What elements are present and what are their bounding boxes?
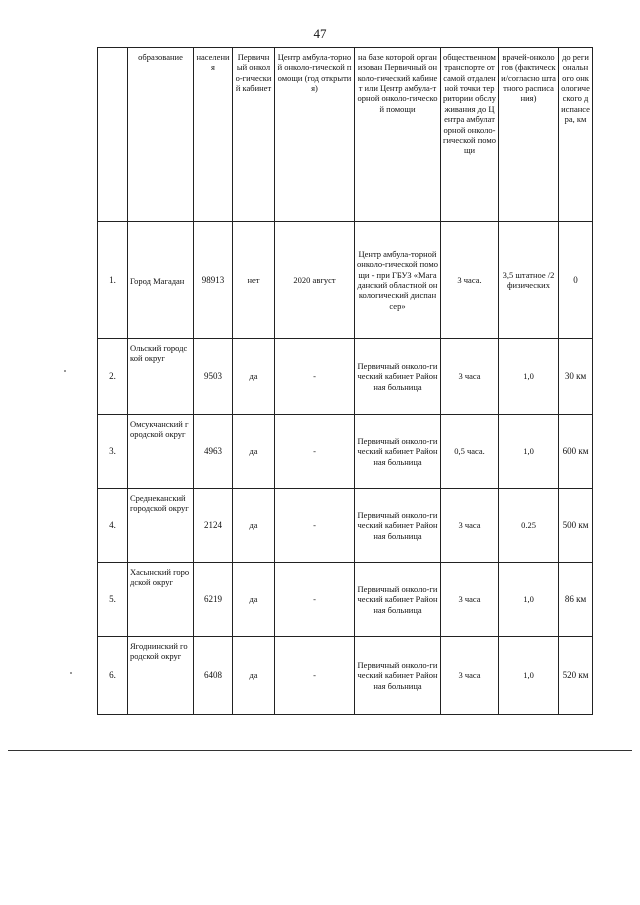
- population-cell: 2124: [194, 489, 233, 563]
- doctors-cell: 1,0: [499, 637, 559, 715]
- header-cell: на базе которой организован Первичный онколо-гический кабинет или Центр амбула-торной онколо-гической помощи: [355, 48, 441, 222]
- table-row: [98, 489, 593, 563]
- center-opened-cell: -: [275, 563, 355, 637]
- distance-cell: 600 км: [559, 415, 593, 489]
- base-organization-cell: Центр амбула-торной онколо-гической помощи - при ГБУЗ «Магаданский областной онкологический диспансер»: [355, 222, 441, 339]
- travel-time-cell: 3 часа: [441, 637, 499, 715]
- primary-cabinet-cell: нет: [233, 222, 275, 339]
- oncology-table: [97, 47, 593, 715]
- row-number: 6.: [98, 637, 128, 715]
- center-opened-cell: 2020 август: [275, 222, 355, 339]
- doctors-cell: 3,5 штатное /2 физических: [499, 222, 559, 339]
- travel-time-cell: 3 часа: [441, 489, 499, 563]
- distance-cell: 500 км: [559, 489, 593, 563]
- row-number: 5.: [98, 563, 128, 637]
- primary-cabinet-cell: да: [233, 637, 275, 715]
- page-divider: [8, 750, 632, 751]
- doctors-cell: 0.25: [499, 489, 559, 563]
- header-cell: до регионального онкологического диспансера, км: [559, 48, 593, 222]
- travel-time-cell: 3 часа: [441, 563, 499, 637]
- header-cell-num: [98, 48, 128, 222]
- row-number: 3.: [98, 415, 128, 489]
- header-cell: Первичный онколо-гический кабинет: [233, 48, 275, 222]
- header-cell: образование: [128, 48, 194, 222]
- row-number: 4.: [98, 489, 128, 563]
- table-row: [98, 339, 593, 415]
- table-row: [98, 415, 593, 489]
- table-header-row: [98, 48, 593, 222]
- travel-time-cell: 3 часа: [441, 339, 499, 415]
- municipality-name: Среднеканский городской округ: [128, 489, 194, 563]
- distance-cell: 0: [559, 222, 593, 339]
- page-number: 47: [313, 26, 327, 41]
- doctors-cell: 1,0: [499, 563, 559, 637]
- header-cell: населения: [194, 48, 233, 222]
- header-cell: врачей-онкологов (фактически/согласно штатного расписания): [499, 48, 559, 222]
- center-opened-cell: -: [275, 637, 355, 715]
- primary-cabinet-cell: да: [233, 563, 275, 637]
- distance-cell: 30 км: [559, 339, 593, 415]
- municipality-name: Ольский городской округ: [128, 339, 194, 415]
- table-row: [98, 637, 593, 715]
- population-cell: 6408: [194, 637, 233, 715]
- base-organization-cell: Первичный онколо-гический кабинет Районная больница: [355, 563, 441, 637]
- base-organization-cell: Первичный онколо-гический кабинет Районная больница: [355, 637, 441, 715]
- municipality-name: Хасынский городской округ: [128, 563, 194, 637]
- scan-speck: [64, 370, 66, 372]
- distance-cell: 520 км: [559, 637, 593, 715]
- primary-cabinet-cell: да: [233, 415, 275, 489]
- population-cell: 9503: [194, 339, 233, 415]
- row-number: 2.: [98, 339, 128, 415]
- center-opened-cell: -: [275, 489, 355, 563]
- header-cell: общественном транспорте от самой отдаленной точки территории обслуживания до Центра амбулаторной онколо-гической помощи: [441, 48, 499, 222]
- population-cell: 6219: [194, 563, 233, 637]
- header-cell: Центр амбула-торной онколо-гической помощи (год открытия): [275, 48, 355, 222]
- center-opened-cell: -: [275, 339, 355, 415]
- travel-time-cell: 0,5 часа.: [441, 415, 499, 489]
- travel-time-cell: 3 часа.: [441, 222, 499, 339]
- row-number: 1.: [98, 222, 128, 339]
- base-organization-cell: Первичный онколо-гический кабинет Районная больница: [355, 415, 441, 489]
- doctors-cell: 1,0: [499, 415, 559, 489]
- municipality-name: Ягоднинский городской округ: [128, 637, 194, 715]
- primary-cabinet-cell: да: [233, 489, 275, 563]
- primary-cabinet-cell: да: [233, 339, 275, 415]
- population-cell: 4963: [194, 415, 233, 489]
- doctors-cell: 1,0: [499, 339, 559, 415]
- distance-cell: 86 км: [559, 563, 593, 637]
- scan-speck: [70, 672, 72, 674]
- population-cell: 98913: [194, 222, 233, 339]
- base-organization-cell: Первичный онколо-гический кабинет Районная больница: [355, 339, 441, 415]
- municipality-name: Омсукчанский городской округ: [128, 415, 194, 489]
- base-organization-cell: Первичный онколо-гический кабинет Районная больница: [355, 489, 441, 563]
- municipality-name: Город Магадан: [128, 222, 194, 339]
- center-opened-cell: -: [275, 415, 355, 489]
- table-row: [98, 563, 593, 637]
- table-row: [98, 222, 593, 339]
